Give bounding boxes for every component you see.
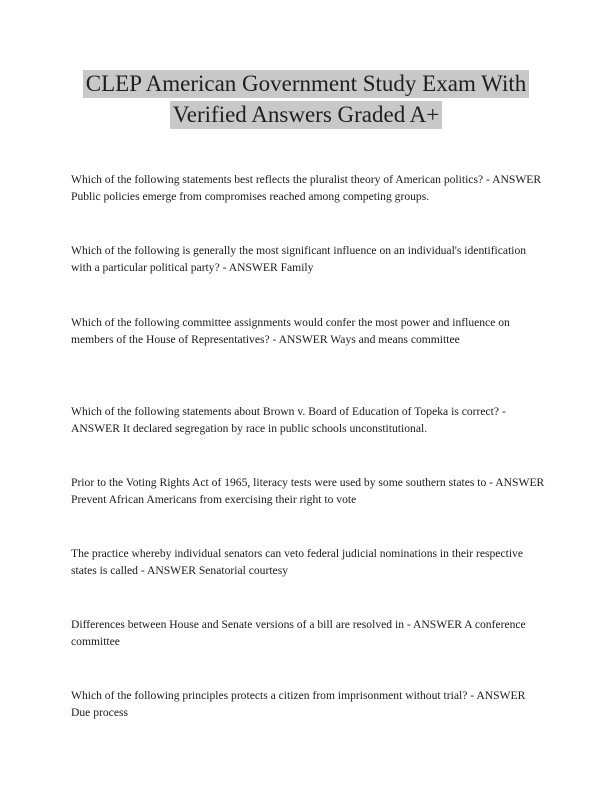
title-line-2: Verified Answers Graded A+ (170, 101, 443, 129)
qa-item: Which of the following statements best reflects the pluralist theory of American politics? - ANSWER Public policies emerge from compromises reached among competing groups. (71, 173, 542, 203)
document-title (0, 70, 612, 132)
qa-item: The practice whereby individual senators can veto federal judicial nominations in their respective states is called - ANSWER Senatorial courtesy (71, 547, 523, 577)
qa-item: Differences between House and Senate versions of a bill are resolved in - ANSWER A conference committee (71, 618, 526, 648)
title-line-1: CLEP American Government Study Exam With (83, 70, 529, 98)
qa-item: Which of the following committee assignments would confer the most power and influence on members of the House of Representatives? - ANSWER Ways and means committee (71, 316, 510, 346)
qa-item: Which of the following principles protects a citizen from imprisonment without trial? - ANSWER Due process (71, 689, 526, 719)
qa-item: Which of the following statements about Brown v. Board of Education of Topeka is correct? - ANSWER It declared segregation by race in public schools unconstitutional. (71, 405, 506, 435)
qa-item: Prior to the Voting Rights Act of 1965, literacy tests were used by some southern states to - ANSWER Prevent African Americans from exercising their right to vote (71, 476, 545, 506)
qa-item: Which of the following is generally the most significant influence on an individual's identification with a particular political party? - ANSWER Family (71, 244, 527, 274)
